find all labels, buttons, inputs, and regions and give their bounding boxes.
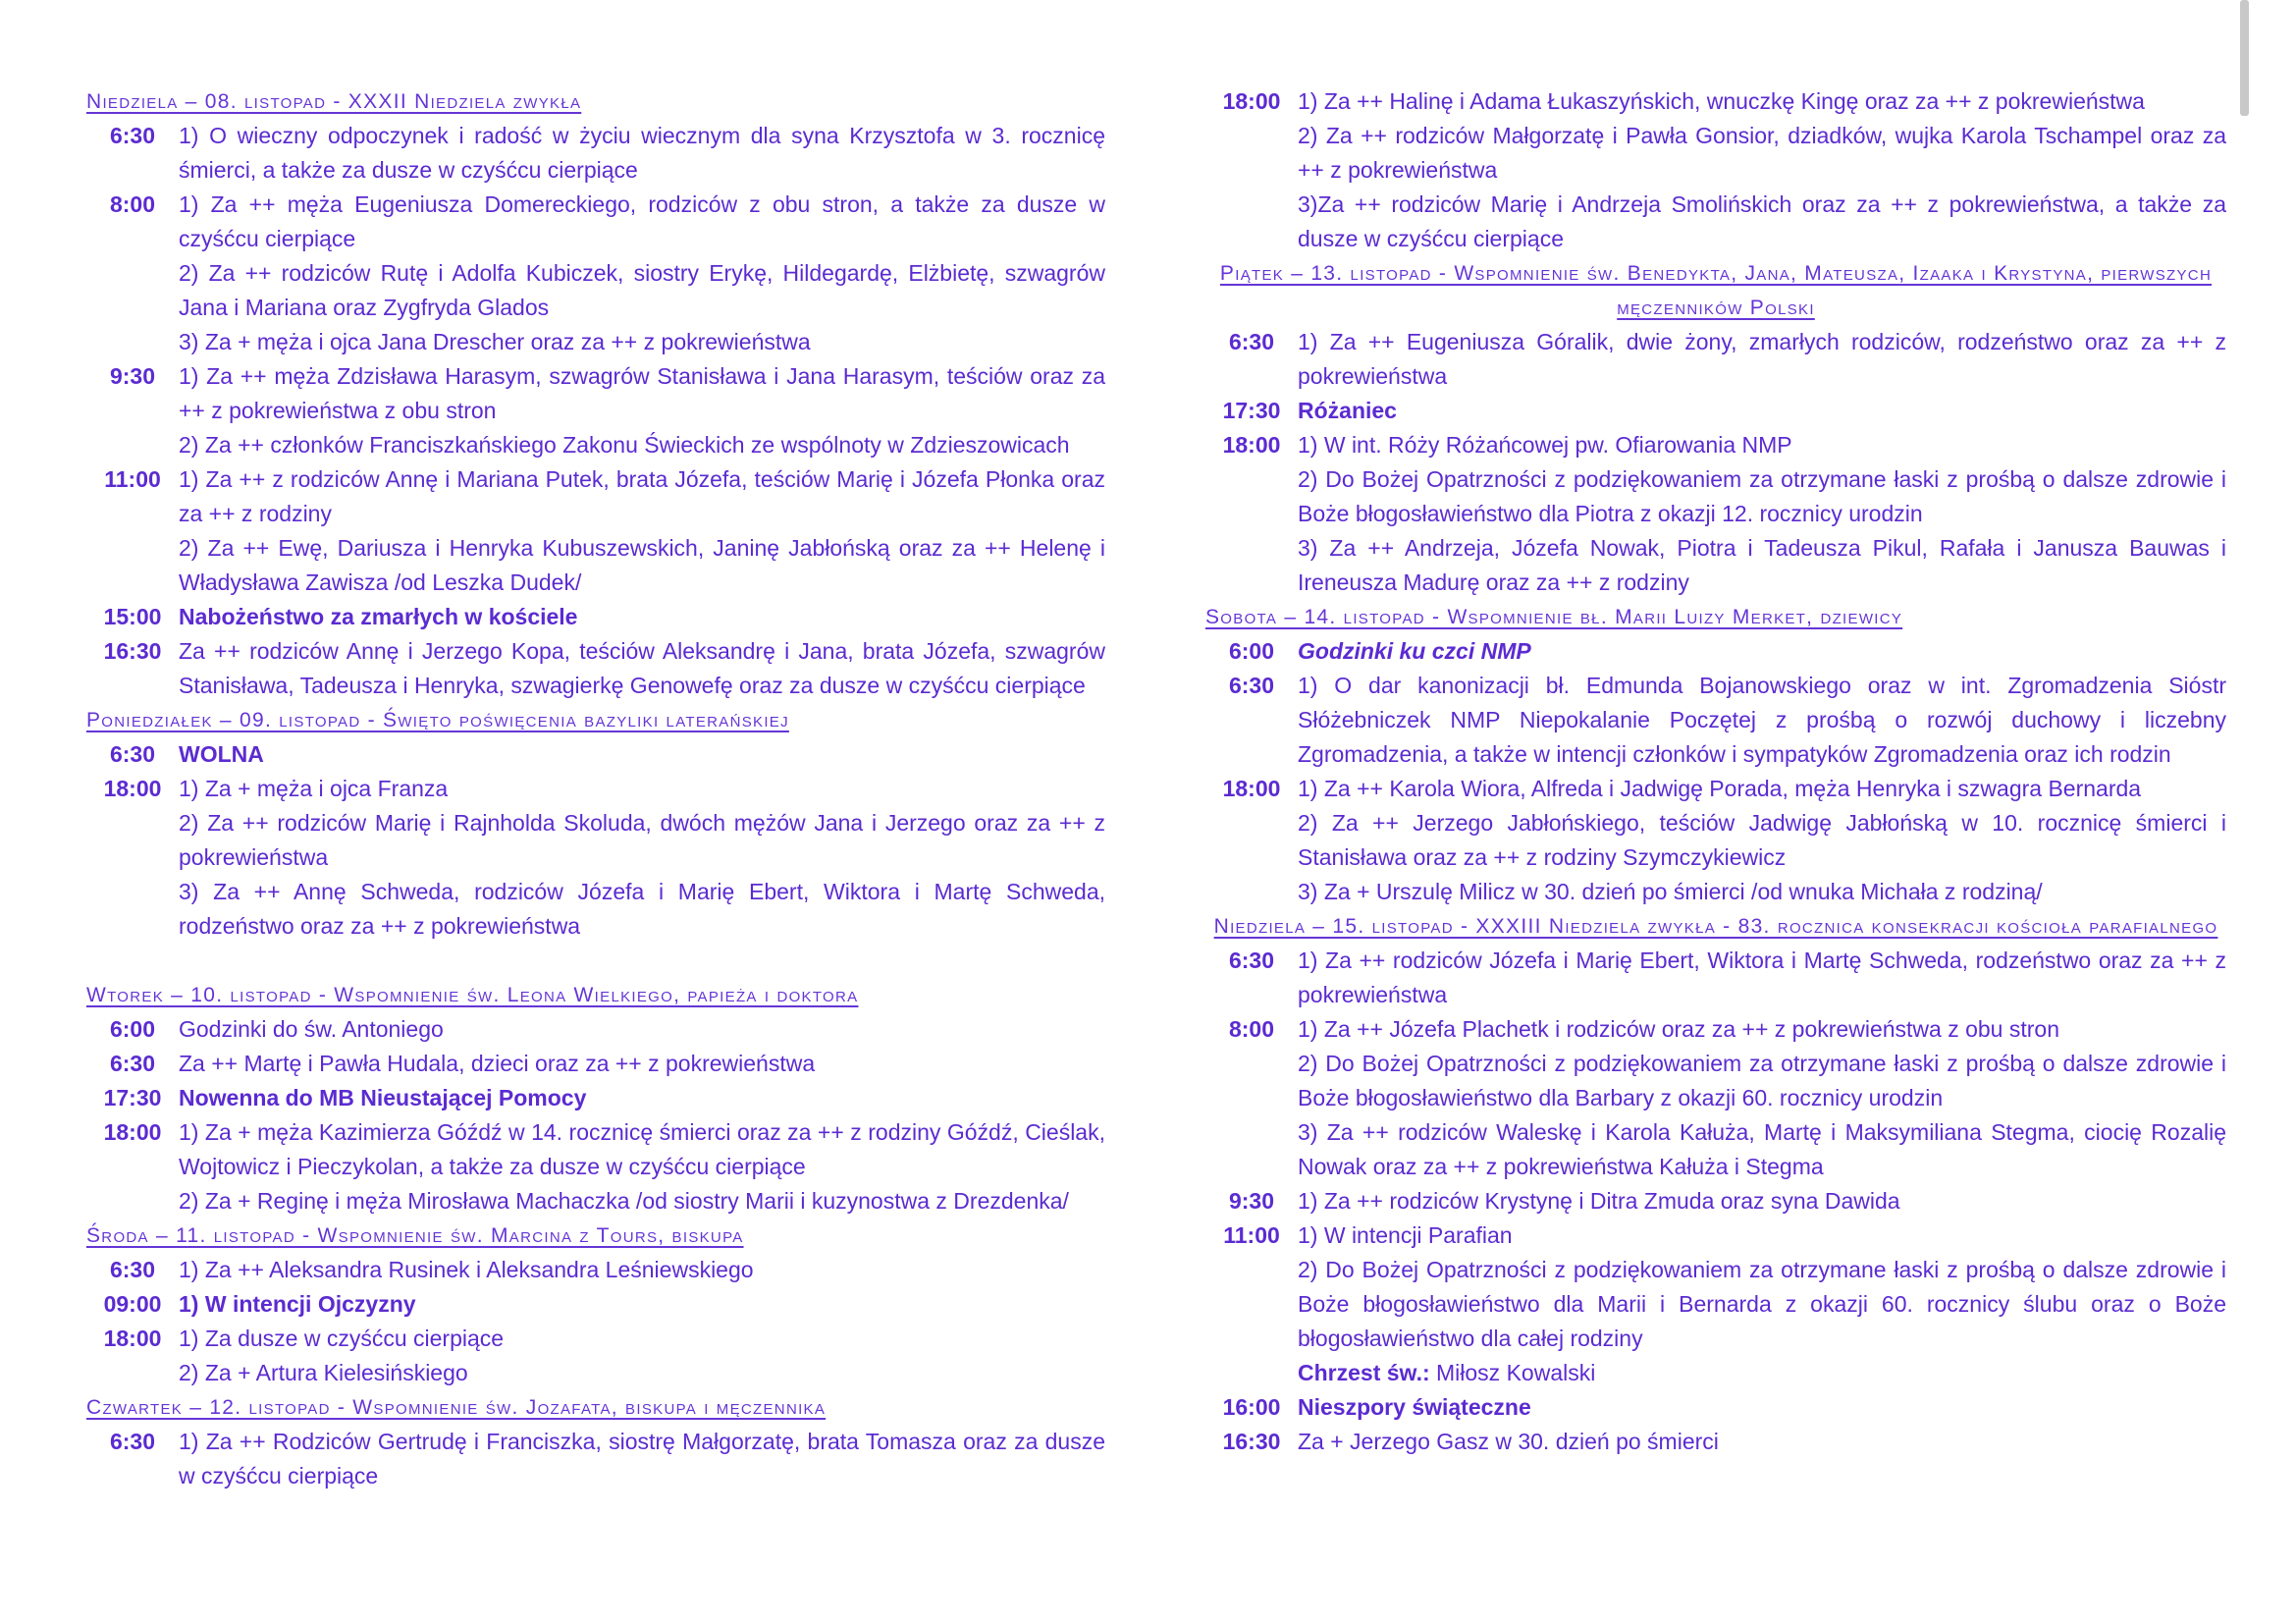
intention-text: 1) W int. Róży Różańcowej pw. Ofiarowania NMP	[1298, 432, 1792, 458]
mass-time: 09:00	[103, 1291, 162, 1317]
intention-list	[179, 359, 1105, 462]
day-section	[1205, 256, 2226, 600]
mass-time: 8:00	[1228, 1016, 1275, 1042]
intention-list	[1298, 428, 2226, 600]
mass-row	[1205, 944, 2226, 1012]
mass-time: 18:00	[103, 776, 162, 801]
intention-text: Nieszpory świąteczne	[1298, 1394, 1531, 1420]
mass-time: 17:30	[1222, 398, 1281, 423]
mass-time: 18:00	[1222, 776, 1281, 801]
day-section	[86, 703, 1105, 944]
intention-text: Za ++ Martę i Pawła Hudala, dzieci oraz za ++ z pokrewieństwa	[179, 1051, 816, 1076]
intention-text: 1) Za + męża Kazimierza Góźdź w 14. rocznicę śmierci oraz za ++ z rodziny Góźdź, Cieślak, Wojtowicz i Pieczykolan, a także za dusze w czyśćcu cierpiące	[179, 1119, 1105, 1179]
intention-list	[1298, 1425, 2226, 1459]
intention-text: 1) Za ++ z rodziców Annę i Mariana Putek, brata Józefa, teściów Marię i Józefa Płonka oraz za ++ z rodziny	[179, 466, 1105, 526]
day-header: Czwartek – 12. listopad - Wspomnienie św. Jozafata, biskupa i męczennika	[86, 1396, 827, 1419]
intention-list	[179, 119, 1105, 188]
intention-list	[179, 1322, 1105, 1390]
day-header: Sobota – 14. listopad - Wspomnienie bł. Marii Luizy Merket, dziewicy	[1205, 606, 1903, 628]
mass-time: 6:30	[109, 741, 156, 767]
intention-text: 1) Za ++ rodziców Krystynę i Ditra Zmuda oraz syna Dawida	[1298, 1188, 1900, 1214]
intention-text: 1) W intencji Ojczyzny	[179, 1291, 416, 1317]
mass-row	[86, 359, 1105, 462]
intention-text: 1) Za ++ Aleksandra Rusinek i Aleksandra Leśniewskiego	[179, 1257, 754, 1282]
intention-text: 2) Za ++ Ewę, Dariusza i Henryka Kubuszewskich, Janinę Jabłońską oraz za ++ Helenę i Władysława Zawisza /od Leszka Dudek/	[179, 535, 1105, 595]
mass-time: 11:00	[1223, 1222, 1280, 1248]
right-column	[1205, 84, 2226, 1459]
intention-text: 1) Za + męża i ojca Franza	[179, 776, 449, 801]
day-header: Niedziela – 08. listopad - XXXII Niedziela zwykła	[86, 90, 582, 113]
intention-text: 1) Za ++ męża Zdzisława Harasym, szwagrów Stanisława i Jana Harasym, teściów oraz za ++ z pokrewieństwa z obu stron	[179, 363, 1105, 423]
mass-row	[86, 1047, 1105, 1081]
day-section	[1205, 84, 2226, 256]
day-header: Piątek – 13. listopad - Wspomnienie św. Benedykta, Jana, Mateusza, Izaaka i Krystyna, pierwszych męczenników Polski	[1219, 262, 2213, 319]
intention-text: Za + Jerzego Gasz w 30. dzień po śmierci	[1298, 1429, 1719, 1454]
intention-list	[1298, 669, 2226, 772]
intention-list	[179, 188, 1105, 359]
mass-row	[1205, 325, 2226, 394]
intention-text: 1) Za ++ Józefa Plachetk i rodziców oraz za ++ z pokrewieństwa z obu stron	[1298, 1016, 2059, 1042]
intention-list	[179, 1081, 1105, 1115]
intention-text: 3) Za ++ Annę Schweda, rodziców Józefa i Marię Ebert, Wiktora i Martę Schweda, rodzeństwo oraz za ++ z pokrewieństwa	[179, 879, 1105, 939]
intention-list	[1298, 84, 2226, 256]
intention-text: 2) Do Bożej Opatrzności z podziękowaniem za otrzymane łaski z prośbą o dalsze zdrowie i Boże błogosławieństwo dla Marii i Bernarda z okazji 60. rocznicy ślubu oraz o Boże błogosławieństwo dla całej rodziny	[1298, 1257, 2226, 1351]
intention-text: Nowenna do MB Nieustającej Pomocy	[179, 1085, 587, 1110]
intention-list	[1298, 1012, 2226, 1184]
mass-time: 9:30	[1228, 1188, 1275, 1214]
mass-time: 11:00	[104, 466, 161, 492]
left-column	[86, 84, 1105, 1493]
mass-time: 18:00	[1222, 432, 1281, 458]
intention-text: 1) W intencji Parafian	[1298, 1222, 1513, 1248]
intention-text: 3)Za ++ rodziców Marię i Andrzeja Smolińskich oraz za ++ z pokrewieństwa, a także za dusze w czyśćcu cierpiące	[1298, 191, 2226, 251]
mass-time: 6:30	[109, 1429, 156, 1454]
intention-list	[179, 1287, 1105, 1322]
intention-text: 2) Do Bożej Opatrzności z podziękowaniem za otrzymane łaski z prośbą o dalsze zdrowie i Boże błogosławieństwo dla Barbary z okazji 60. rocznicy urodzin	[1298, 1051, 2226, 1110]
mass-time: 17:30	[103, 1085, 162, 1110]
day-header: Wtorek – 10. listopad - Wspomnienie św. Leona Wielkiego, papieża i doktora	[86, 984, 859, 1006]
mass-time: 6:30	[109, 123, 156, 148]
mass-time: 9:30	[109, 363, 156, 389]
mass-row	[86, 1425, 1105, 1493]
intention-text: 2) Za + Reginę i męża Mirosława Machaczka /od siostry Marii i kuzynostwa z Drezdenka/	[179, 1188, 1069, 1214]
mass-row	[1205, 772, 2226, 909]
intention-text: Różaniec	[1298, 398, 1397, 423]
mass-row	[86, 188, 1105, 359]
mass-time: 6:30	[109, 1257, 156, 1282]
mass-row	[86, 772, 1105, 944]
mass-row	[1205, 1218, 2226, 1390]
intention-list	[179, 1115, 1105, 1218]
intention-list	[179, 600, 1105, 634]
mass-row	[86, 1081, 1105, 1115]
intention-list	[1298, 1218, 2226, 1390]
intention-text: 3) Za + Urszulę Milicz w 30. dzień po śmierci /od wnuka Michała z rodziną/	[1298, 879, 2043, 904]
day-header: Niedziela – 15. listopad - XXXIII Niedziela zwykła - 83. rocznica konsekracji kościoła parafialnego	[1213, 915, 2218, 938]
intention-text: 1) Za ++ Karola Wiora, Alfreda i Jadwigę Porada, męża Henryka i szwagra Bernarda	[1298, 776, 2142, 801]
mass-row	[1205, 634, 2226, 669]
mass-row	[1205, 84, 2226, 256]
mass-row	[86, 600, 1105, 634]
mass-row	[86, 737, 1105, 772]
baptism-label: Chrzest św.:	[1298, 1360, 1430, 1385]
intention-list	[179, 1253, 1105, 1287]
intention-list	[179, 462, 1105, 600]
mass-row	[86, 1287, 1105, 1322]
mass-row	[86, 462, 1105, 600]
intention-text: 1) Za ++ Rodziców Gertrudę i Franciszka, siostrę Małgorzatę, brata Tomasza oraz za dusze w czyśćcu cierpiące	[179, 1429, 1105, 1489]
mass-time: 6:00	[1228, 638, 1275, 664]
day-header: Środa – 11. listopad - Wspomnienie św. Marcina z Tours, biskupa	[86, 1224, 744, 1247]
intention-text: 1) O dar kanonizacji bł. Edmunda Bojanowskiego oraz w int. Zgromadzenia Sióstr Słóżebniczek NMP Niepokalanie Poczętej z prośbą o rozwój duchowy i liczebny Zgromadzenia, a także w intencji członków i sympatyków Zgromadzenia oraz ich rodzin	[1298, 673, 2226, 767]
intention-list	[179, 772, 1105, 944]
mass-row	[86, 1322, 1105, 1390]
intention-text: 3) Za ++ Andrzeja, Józefa Nowak, Piotra i Tadeusza Pikul, Rafała i Janusza Bauwas i Ireneusza Madurę oraz za ++ z rodziny	[1298, 535, 2226, 595]
mass-row	[86, 1115, 1105, 1218]
baptism-name: Miłosz Kowalski	[1429, 1360, 1596, 1385]
mass-time: 6:30	[109, 1051, 156, 1076]
intention-list	[179, 1012, 1105, 1047]
intention-text: 2) Za ++ rodziców Małgorzatę i Pawła Gonsior, dziadków, wujka Karola Tschampel oraz za ++ z pokrewieństwa	[1298, 123, 2226, 183]
intention-list	[1298, 772, 2226, 909]
mass-row	[1205, 394, 2226, 428]
day-section	[86, 1390, 1105, 1493]
intention-text: 2) Za ++ członków Franciszkańskiego Zakonu Świeckich ze wspólnoty w Zdzieszowicach	[179, 432, 1070, 458]
intention-text: 1) Za ++ rodziców Józefa i Marię Ebert, Wiktora i Martę Schweda, rodzeństwo oraz za ++ z pokrewieństwa	[1298, 947, 2226, 1007]
intention-list	[1298, 394, 2226, 428]
day-header: Poniedziałek – 09. listopad - Święto poświęcenia bazyliki laterańskiej	[86, 709, 789, 731]
intention-text: Za ++ rodziców Annę i Jerzego Kopa, teściów Aleksandrę i Jana, brata Józefa, szwagrów Stanisława, Tadeusza i Henryka, szwagierkę Genowefę oraz za dusze w czyśćcu cierpiące	[179, 638, 1105, 698]
intention-text: 2) Za ++ Jerzego Jabłońskiego, teściów Jadwigę Jabłońską w 10. rocznicę śmierci i Stanisława oraz za ++ z rodziny Szymczykiewicz	[1298, 810, 2226, 870]
intention-text: 3) Za ++ rodziców Waleskę i Karola Kałuża, Martę i Maksymiliana Stegma, ciocię Rozalię Nowak oraz za ++ z pokrewieństwa Kałuża i Stegma	[1298, 1119, 2226, 1179]
day-section	[86, 84, 1105, 703]
mass-row	[86, 634, 1105, 703]
intention-text: 1) O wieczny odpoczynek i radość w życiu wiecznym dla syna Krzysztofa w 3. rocznicę śmierci, a także za dusze w czyśćcu cierpiące	[179, 123, 1105, 183]
mass-time: 15:00	[103, 604, 162, 629]
intention-text	[1298, 1356, 2226, 1390]
day-section	[1205, 909, 2226, 1459]
mass-row	[86, 119, 1105, 188]
mass-time: 6:30	[1228, 947, 1275, 973]
day-section	[86, 1218, 1105, 1390]
day-section	[1205, 600, 2226, 909]
intention-list	[1298, 1390, 2226, 1425]
intention-text: 3) Za + męża i ojca Jana Drescher oraz za ++ z pokrewieństwa	[179, 329, 811, 354]
mass-row	[86, 1253, 1105, 1287]
mass-row	[1205, 1425, 2226, 1459]
mass-time: 16:30	[1222, 1429, 1281, 1454]
intention-list	[179, 634, 1105, 703]
intention-list	[179, 1047, 1105, 1081]
intention-text: 2) Za ++ rodziców Rutę i Adolfa Kubiczek, siostry Erykę, Hildegardę, Elżbietę, szwagrów Jana i Mariana oraz Zygfryda Glados	[179, 260, 1105, 320]
intention-text: 2) Do Bożej Opatrzności z podziękowaniem za otrzymane łaski z prośbą o dalsze zdrowie i Boże błogosławieństwo dla Piotra z okazji 12. rocznicy urodzin	[1298, 466, 2226, 526]
mass-row	[1205, 1184, 2226, 1218]
mass-row	[1205, 669, 2226, 772]
intention-text: 1) Za ++ męża Eugeniusza Domereckiego, rodziców z obu stron, a także za dusze w czyśćcu cierpiące	[179, 191, 1105, 251]
intention-text: 1) Za ++ Eugeniusza Góralik, dwie żony, zmarłych rodziców, rodzeństwo oraz za ++ z pokrewieństwa	[1298, 329, 2226, 389]
intention-list	[1298, 634, 2226, 669]
intention-text: 2) Za ++ rodziców Marię i Rajnholda Skoluda, dwóch mężów Jana i Jerzego oraz za ++ z pokrewieństwa	[179, 810, 1105, 870]
mass-time: 18:00	[1222, 88, 1281, 114]
day-section	[86, 978, 1105, 1218]
mass-time: 16:30	[103, 638, 162, 664]
intention-text: 2) Za + Artura Kielesińskiego	[179, 1360, 468, 1385]
mass-time: 6:00	[109, 1016, 156, 1042]
intention-list	[1298, 1184, 2226, 1218]
mass-time: 16:00	[1222, 1394, 1281, 1420]
mass-time: 8:00	[109, 191, 156, 217]
mass-time: 6:30	[1228, 329, 1275, 354]
intention-text: 1) Za ++ Halinę i Adama Łukaszyńskich, wnuczkę Kingę oraz za ++ z pokrewieństwa	[1298, 88, 2145, 114]
intention-list	[179, 737, 1105, 772]
mass-time: 18:00	[103, 1119, 162, 1145]
intention-text: WOLNA	[179, 741, 264, 767]
mass-row	[86, 1012, 1105, 1047]
intention-text: Nabożeństwo za zmarłych w kościele	[179, 604, 578, 629]
scrollbar-thumb[interactable]	[2240, 0, 2249, 116]
mass-time: 6:30	[1228, 673, 1275, 698]
intention-text: Godzinki ku czci NMP	[1298, 638, 1531, 664]
intention-list	[1298, 944, 2226, 1012]
intention-text: 1) Za dusze w czyśćcu cierpiące	[179, 1326, 505, 1351]
mass-row	[1205, 1390, 2226, 1425]
intention-text: Godzinki do św. Antoniego	[179, 1016, 444, 1042]
mass-row	[1205, 428, 2226, 600]
mass-time: 18:00	[103, 1326, 162, 1351]
intention-list	[1298, 325, 2226, 394]
intention-list	[179, 1425, 1105, 1493]
mass-row	[1205, 1012, 2226, 1184]
